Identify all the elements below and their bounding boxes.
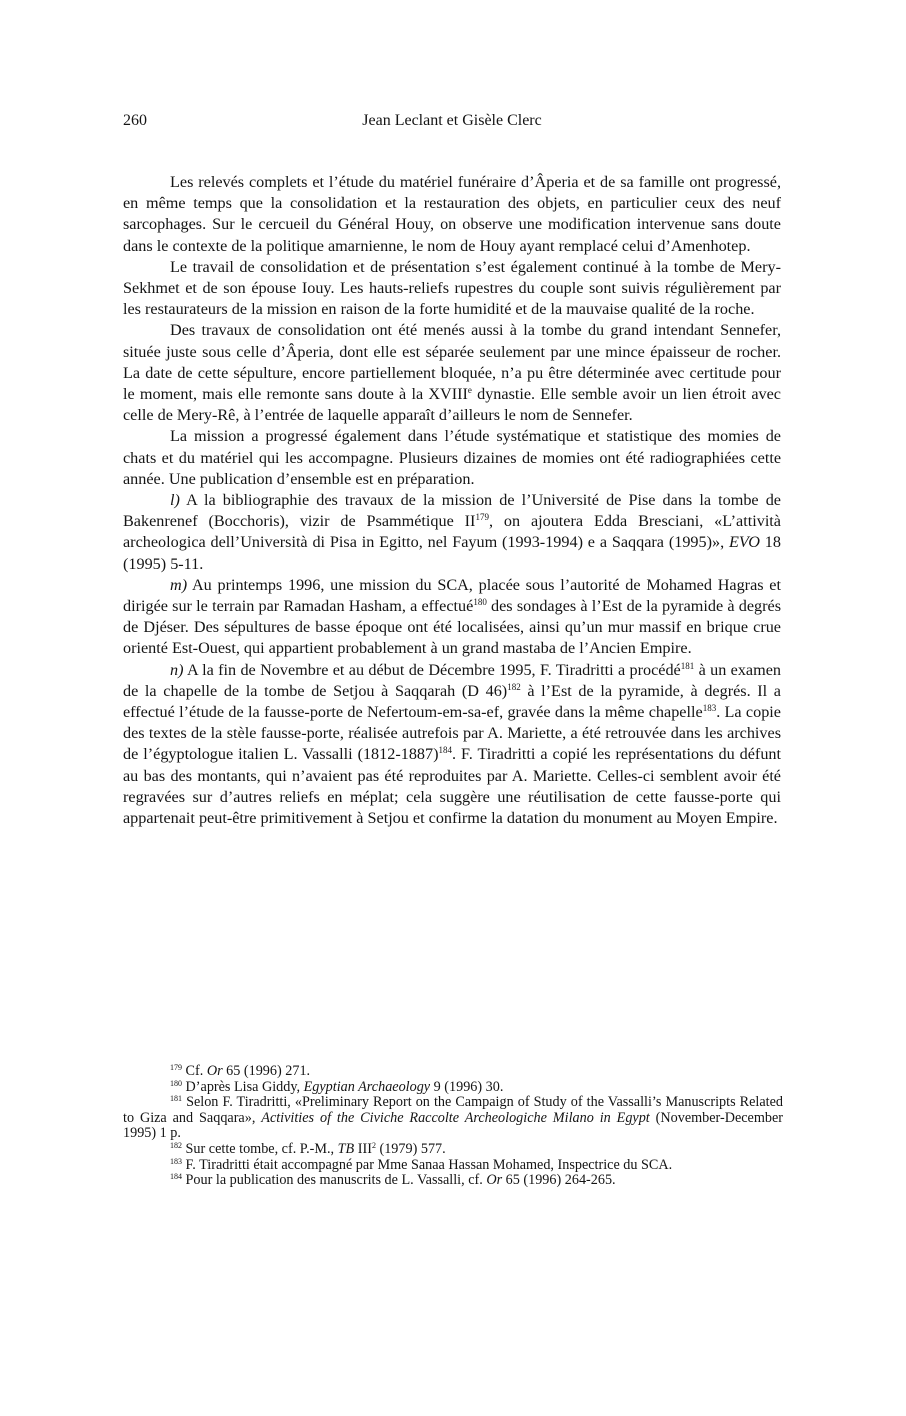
note-reference: 184 — [170, 1172, 182, 1182]
paragraph — [123, 490, 781, 575]
footnote — [123, 1158, 783, 1174]
note-reference: 179 — [170, 1063, 182, 1072]
text-run: La mission a progressé également dans l’étude systématique et statistique des momies de chats et du matériel qui les accompagne. Plusieurs dizaines de momies ont été radiographiées cette année. Une publication d’ensemble est en préparation. — [123, 427, 781, 488]
note-reference: 183 — [702, 703, 717, 714]
text-run: Des travaux de consolidation ont été menés aussi à la tombe du grand intendant Sennefer, située juste sous celle d’Âperia, dont elle est séparée seulement par une mince épaisseur de rocher. La date de cette sépulture, encore partiellement bloquée, n’a pu être déterminée avec certitude pour le moment, mais elle remonte sans doute à la XVIII — [123, 321, 781, 404]
footnote — [123, 1173, 783, 1189]
note-reference: 179 — [475, 512, 489, 523]
text-run: III — [354, 1140, 372, 1157]
paragraph — [123, 426, 781, 490]
paragraph — [123, 320, 781, 426]
note-reference: 182 — [507, 681, 521, 692]
text-run: (November-December 1995) 1 p. — [123, 1109, 783, 1142]
body-text — [123, 172, 781, 829]
text-run: F. Tiradritti était accompagné par Mme Sanaa Hassan Mohamed, Inspectrice du SCA. — [182, 1156, 673, 1173]
paragraph — [123, 575, 781, 660]
note-reference: 181 — [170, 1094, 182, 1104]
italic-text: Or — [206, 1063, 223, 1079]
italic-text: Or — [486, 1172, 503, 1189]
text-run: à un examen de la chapelle de la tombe de Setjou à Saqqarah (D 46) — [123, 660, 781, 700]
text-run: . F. Tiradritti a copié les représentations du défunt au bas des montants, qui n’avaient pas été reproduites par A. Mariette. Celles-ci semblent avoir été regravées sur d’autres reliefs en méplat; cela suggère une réutilisation de cette fausse-porte qui appartenait peut-être primitivement à Setjou et confirme la datation du monument au Moyen Empire. — [123, 745, 782, 828]
text-run: 9 (1996) 30. — [430, 1078, 504, 1095]
footnote — [123, 1080, 783, 1096]
italic-text: m) — [170, 575, 188, 594]
footnotes — [123, 1064, 783, 1189]
note-reference: 184 — [438, 745, 452, 756]
text-run: Les relevés complets et l’étude du matériel funéraire d’Âperia et de sa famille ont progressé, en même temps que la consolidation et la restauration des objets, en particulier ceux des neuf sarcophages. Sur le cercueil du Général Houy, on observe une modification intervenue sans doute dans le contexte de la politique amarnienne, le nom de Houy ayant remplacé celui d’Amenhotep. — [123, 173, 781, 255]
footnote — [123, 1064, 783, 1080]
page-number: 260 — [123, 112, 147, 129]
text-run: Cf. — [182, 1063, 207, 1079]
text-run: à l’Est de la pyramide, à degrés. Il a effectué l’étude de la fausse-porte de Nefertoum-em-sa-ef, gravée dans la même chapelle — [123, 681, 781, 722]
paragraph — [123, 172, 781, 257]
text-run: A la fin de Novembre et au début de Décembre 1995, F. Tiradritti a procédé — [183, 660, 681, 679]
text-run: Sur cette tombe, cf. P.-M., — [182, 1140, 338, 1157]
note-reference: 180 — [170, 1078, 182, 1088]
text-run: 18 (1995) 5-11. — [123, 533, 781, 573]
note-reference: 180 — [473, 597, 487, 608]
italic-text: Egyptian Archaeology — [303, 1078, 431, 1095]
text-run: des sondages à l’Est de la pyramide à degrés de Djéser. Des sépultures de basse époque ont été localisées, ainsi qu’un mur massif en brique crue orienté Est-Ouest, qui appartient probablement à un grand mastaba de l’Ancien Empire. — [123, 597, 781, 658]
italic-text: TB — [337, 1140, 355, 1157]
text-run: . La copie des textes de la stèle fausse-porte, réalisée autrefois par A. Mariette, a été retrouvée dans les archives de l’égyptologue italien L. Vassalli (1812-1887) — [123, 703, 781, 764]
text-run: (1979) 577. — [375, 1140, 446, 1157]
italic-text: EVO — [728, 533, 760, 552]
note-reference: 183 — [170, 1156, 182, 1166]
text-run: Au printemps 1996, une mission du SCA, placée sous l’autorité de Mohamed Hagras et dirigée sur le terrain par Ramadan Hasham, a effectué — [123, 575, 781, 616]
text-run: Pour la publication des manuscrits de L. Vassalli, cf. — [182, 1172, 487, 1189]
footnote — [123, 1095, 783, 1142]
paragraph — [123, 257, 781, 321]
text-run: 65 (1996) 264-265. — [502, 1172, 616, 1189]
footnote — [123, 1142, 783, 1158]
text-run: Selon F. Tiradritti, «Preliminary Report on the Campaign of Study of the Vassalli’s Manuscripts Related to Giza and Saqqara», — [123, 1094, 783, 1126]
italic-text: n) — [170, 660, 184, 679]
note-reference: 2 — [371, 1140, 376, 1150]
text-run: Le travail de consolidation et de présentation s’est également continué à la tombe de Mery-Sekhmet et de son épouse Iouy. Les hauts-reliefs rupestres du couple sont suivis régulièrement par les restaurateurs de la mission en raison de la forte humidité et de la mauvaise qualité de la roche. — [123, 257, 781, 319]
note-reference: 182 — [170, 1140, 182, 1150]
text-run: D’après Lisa Giddy, — [182, 1078, 304, 1095]
paragraph — [123, 660, 781, 830]
text-run: 65 (1996) 271. — [222, 1063, 311, 1079]
page — [123, 112, 781, 829]
text-run: A la bibliographie des travaux de la mission de l’Université de Pise dans la tombe de Bakenrenef (Bocchoris), vizir de Psammétique II — [123, 491, 781, 531]
text-run: dynastie. Elle semble avoir un lien étroit avec celle de Mery-Rê, à l’entrée de laquelle apparaît d’ailleurs le nom de Sennefer. — [123, 385, 781, 425]
note-reference: e — [467, 385, 472, 396]
running-title: Jean Leclant et Gisèle Clerc — [362, 112, 542, 129]
note-reference: 181 — [680, 660, 695, 671]
italic-text: Activities of the Civiche Raccolte Archeologiche Milano in Egypt — [261, 1109, 650, 1126]
text-run: , on ajoutera Edda Bresciani, «L’attività archeologica dell’Università di Pisa in Egitto, nel Fayum (1993-1994) e a Saqqara (1995)», — [123, 512, 781, 552]
running-header — [123, 112, 781, 136]
italic-text: l) — [170, 491, 180, 510]
